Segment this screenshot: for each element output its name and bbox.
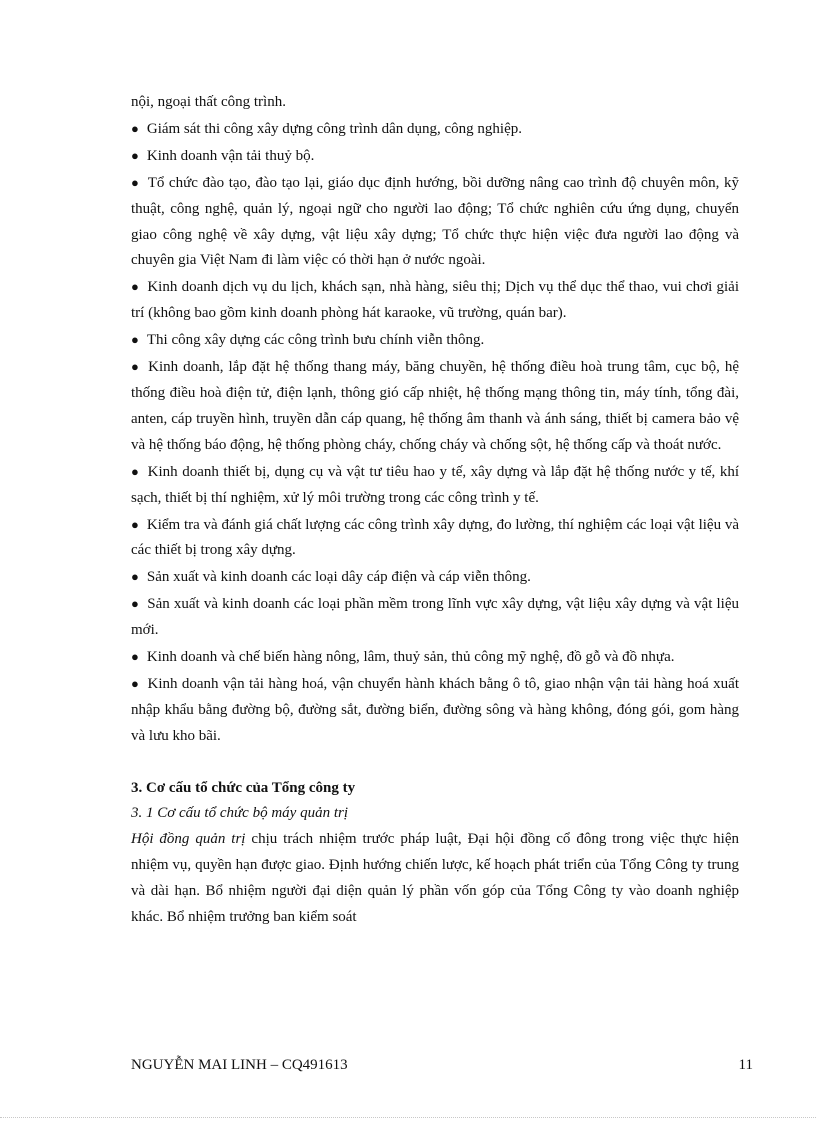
bullet-text: Thi công xây dựng các công trình bưu chính viễn thông.	[146, 332, 485, 349]
section-gap	[131, 750, 739, 776]
bullet-text: Sản xuất và kinh doanh các loại phần mềm trong lĩnh vực xây dựng, vật liệu xây dựng và vật liệu mới.	[131, 596, 739, 639]
intro-fragment: nội, ngoại thất công trình.	[131, 94, 286, 110]
bullet-text: Kinh doanh vận tải thuỷ bộ.	[146, 147, 315, 164]
bullet-text: Kinh doanh dịch vụ du lịch, khách sạn, nhà hàng, siêu thị; Dịch vụ thể dục thể thao, vui chơi giải trí (không bao gồm kinh doanh phòng hát karaoke, vũ trường, quán bar).	[131, 279, 739, 322]
section-heading: 3. Cơ cấu tổ chức của Tổng công ty	[131, 779, 356, 796]
page-bottom-divider	[0, 1117, 816, 1118]
bullet-text: Kinh doanh thiết bị, dụng cụ và vật tư tiêu hao y tế, xây dựng và lắp đặt hệ thống nước y tế, khí sạch, thiết bị thí nghiệm, xử lý môi trường trong các công trình y tế.	[131, 463, 739, 506]
paragraph-lead-term: Hội đồng quản trị	[131, 831, 246, 848]
bullet-item	[131, 512, 739, 565]
bullet-item	[131, 354, 739, 459]
bullet-icon: ●	[131, 120, 139, 136]
bullet-list	[131, 116, 739, 750]
bullet-item	[131, 671, 739, 750]
bullet-item	[131, 644, 739, 671]
bullet-icon: ●	[131, 174, 140, 190]
bullet-text: Kinh doanh và chế biến hàng nông, lâm, thuỷ sản, thủ công mỹ nghệ, đồ gỗ và đồ nhựa.	[146, 649, 675, 666]
bullet-icon: ●	[131, 675, 140, 691]
bullet-text: Kiểm tra và đánh giá chất lượng các công trình xây dựng, đo lường, thí nghiệm các loại vật liệu và các thiết bị trong xây dựng.	[131, 516, 739, 559]
footer-author: NGUYỄN MAI LINH – CQ491613	[131, 1057, 348, 1073]
bullet-item	[131, 327, 739, 354]
bullet-icon: ●	[131, 463, 140, 479]
bullet-item	[131, 591, 739, 644]
page-footer	[131, 1057, 753, 1074]
page-body	[131, 90, 739, 931]
bullet-item	[131, 564, 739, 591]
bullet-icon: ●	[131, 359, 141, 375]
bullet-icon: ●	[131, 147, 139, 163]
bullet-text: Giám sát thi công xây dựng công trình dân dụng, công nghiệp.	[146, 120, 523, 137]
bullet-text: Sản xuất và kinh doanh các loại dây cáp điện và cáp viễn thông.	[146, 569, 531, 586]
page-number: 11	[738, 1057, 753, 1073]
bullet-icon: ●	[131, 649, 139, 665]
bullet-icon: ●	[131, 332, 139, 348]
bullet-icon: ●	[131, 596, 140, 612]
bullet-icon: ●	[131, 569, 139, 585]
board-paragraph	[131, 827, 739, 931]
bullet-icon: ●	[131, 279, 140, 295]
bullet-icon: ●	[131, 516, 139, 532]
bullet-item	[131, 143, 739, 170]
section-subheading: 3. 1 Cơ cấu tổ chức bộ máy quản trị	[131, 805, 348, 822]
bullet-text: Kinh doanh vận tải hàng hoá, vận chuyển hành khách bằng ô tô, giao nhận vận tải hàng hoá xuất nhập khẩu bằng đường bộ, đường sắt, đường biển, đường sông và hàng không, đóng gói, gom hàng và lưu kho bãi.	[131, 675, 740, 744]
bullet-item	[131, 274, 739, 327]
bullet-text: Tổ chức đào tạo, đào tạo lại, giáo dục định hướng, bồi dưỡng nâng cao trình độ chuyên môn, kỹ thuật, công nghệ, quản lý, ngoại ngữ cho người lao động; Tổ chức nghiên cứu ứng dụng, chuyển giao công nghệ về xây dựng, vật liệu xây dựng; Tổ chức thực hiện việc đưa người lao động và chuyên gia Việt Nam đi làm việc có thời hạn ở nước ngoài.	[131, 174, 739, 269]
bullet-text: Kinh doanh, lắp đặt hệ thống thang máy, băng chuyền, hệ thống điều hoà trung tâm, cục bộ, hệ thống điều hoà điện tử, điện lạnh, thông gió cấp nhiệt, hệ thống mạng thông tin, máy tính, tổng đài, anten, cáp truyền hình, truyền dẫn cáp quang, hệ thống âm thanh và ánh sáng, thiết bị camera bảo vệ và hệ thống báo động, hệ thống phòng cháy, chống cháy và chống sột, hệ thống cấp và thoát nước.	[131, 359, 739, 453]
bullet-item	[131, 170, 739, 275]
bullet-item	[131, 459, 739, 512]
bullet-item	[131, 116, 739, 143]
paragraph-text: chịu trách nhiệm trước pháp luật, Đại hội đồng cổ đông trong việc thực hiện nhiệm vụ, quyền hạn được giao. Định hướng chiến lược, kế hoạch phát triển của Tổng Công ty trung và dài hạn. Bổ nhiệm người đại diện quản lý phần vốn góp của Tổng Công ty vào doanh nghiệp khác. Bổ nhiệm trưởng ban kiểm soát	[131, 831, 739, 926]
